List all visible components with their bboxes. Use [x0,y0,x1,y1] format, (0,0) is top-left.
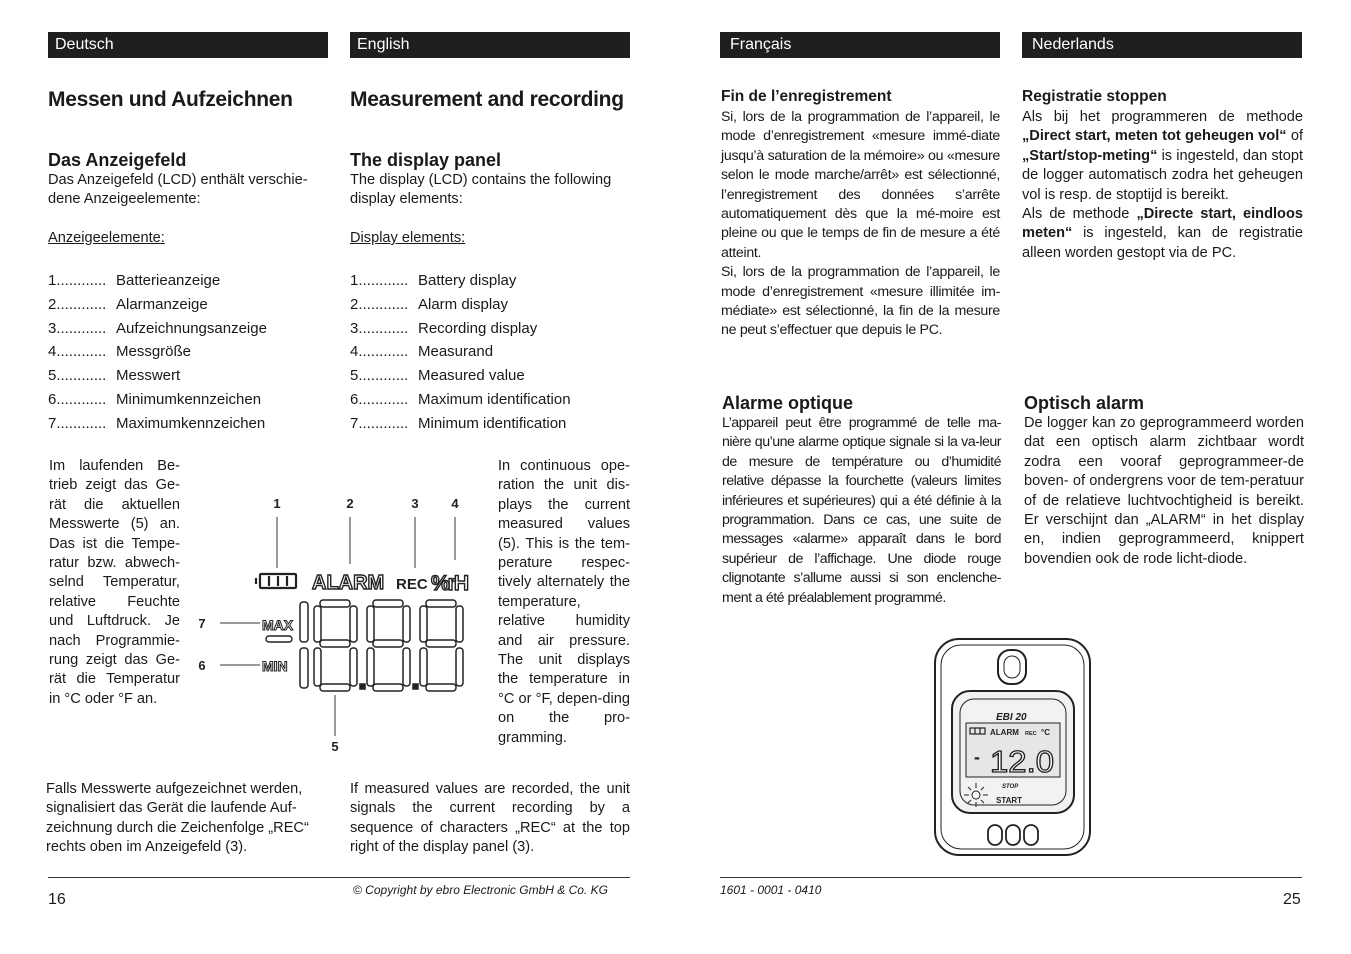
list-item: 4............ Measurand [350,343,494,361]
device-model: EBI 20 [996,712,1027,723]
elements-heading-de: Anzeigeelemente: [48,230,165,246]
lcd-rec-label: REC [396,576,428,593]
tab-nederlands: Nederlands [1022,32,1302,58]
elements-list-en [350,269,571,436]
tab-francais: Français [720,32,1000,58]
device-contacts [988,825,1038,845]
device-minus: - [974,747,980,767]
intro-en: The display (LCD) contains the following display elements: [350,172,612,208]
device-rec: REC [1025,731,1037,737]
elements-heading-en: Display elements: [350,230,466,246]
lcd-diagram [190,490,490,760]
list-item: 2............ Alarm display [350,295,509,313]
elements-list-de [48,269,267,436]
tab-deutsch: Deutsch [48,32,328,58]
list-item: 5............ Measured value [350,367,525,385]
footer-rule-right [720,877,1302,878]
alarm-text-nl: De logger kan zo geprogrammeerd worden dat een optisch alarm zichtbaar wordt zodra een vooraf geprogrammeer-de boven- of ondergrens voor de tem-peratuur of de relatieve luchtvochtigheid is bereikt. Er verschijnt dan „ALARM“ in het display en, indien geprogrammeerd, knippert bovendien ook de rode licht-diode. [1024,415,1304,567]
document-number: 1601 - 0001 - 0410 [720,883,822,897]
callout-1: 1 [273,496,281,511]
callout-3: 3 [411,496,419,511]
device-start: START [996,796,1023,805]
callout-6: 6 [198,658,206,673]
device-value: 12.0 [990,744,1054,779]
list-item: 7............ Minimum identification [350,414,567,432]
stop-text-fr: Si, lors de la programmation de l’appareil, le mode d’enregistrement «mesure immé-diate jusqu’à saturation de la mémoire» ou «mesure selon le mode marche/arrêt» est sélectionné, l’enregistrement des données s’arrête automatiquement dès que la mé-moire est pleine ou que le temps de fin de mesure a été atteint. Si, lors de la programmation de l’appareil, le mode d’enregistrement «mesure illimitée im-médiate» est sélectionné, la fin de la mesure ne peut s’effectuer que depuis le PC. [721,109,1000,339]
list-item: 1............ Battery display [350,272,517,289]
stop-heading-nl: Registratie stoppen [1022,88,1167,105]
list-item: 7............ Maximumkennzeichen [48,414,266,432]
device-alarm: ALARM [990,728,1019,737]
list-item: 1............ Batterieanzeige [48,272,221,289]
callout-4: 4 [451,496,459,511]
page-number-left: 16 [48,891,66,908]
footer-rule-left [48,877,630,878]
callout-2: 2 [346,496,354,511]
alarm-text-fr: L’appareil peut être programmé de telle ma-nière qu’une alarme optique signale si la va-leur de mesure de température ou d’humidité relative dépasse la fourchette (valeurs limites inférieures et supérieures) qui a été définie à la programmation. Dans ce cas, une suite de messages «alarme» apparaît dans le bord supérieur de l’affichage. Une diode rouge clignotante s’allume aussi si son enclenche-ment a été préalablement programmé. [722,415,1001,606]
callout-5: 5 [331,739,339,754]
stop-heading-fr: Fin de l’enregistrement [721,88,892,105]
page-title-de: Messen und Aufzeichnen [48,88,293,111]
alarm-heading-fr: Alarme optique [722,393,854,413]
running-text-en: In continuous ope-ration the unit dis-plays the current measured values (5). This is the tem-perature respec-tively alternately the temperature, relative humidity and air pressure. The unit displays the temperature in °C or °F, depen-ding on the pro-gramming. [498,458,630,746]
battery-icon [256,574,296,588]
stop-text-nl: Als bij het programmeren de methode „Direct start, meten tot geheugen vol“ of „Start/stop-meting“ is ingesteld, dan stopt de logger automatisch zodra het geheugen vol is resp. de stoptijd is bereikt. Als de methode „Directe start, eindloos meten“ is ingesteld, kan de registratie alleen worden gestopt via de PC. [1022,109,1303,261]
recording-text-de: Falls Messwerte aufgezeichnet werden, signalisiert das Gerät die laufende Auf-zeichnung durch die Zeichenfolge „REC“ rechts oben im Anzeigefeld (3). [46,781,309,856]
list-item: 3............ Aufzeichnungsanzeige [48,319,267,337]
alarm-heading-nl: Optisch alarm [1024,393,1145,413]
data-logger-illustration [930,633,1095,861]
lcd-min-label: MIN [262,658,288,674]
list-item: 4............ Messgröße [48,343,192,361]
page-number-right: 25 [1283,891,1301,908]
running-text-de: Im laufenden Be-trieb zeigt das Ge-rät die aktuellen Messwerte (5) an. Das ist die Tempe-ratur bzw. abwech-selnd Temperatur, relative Feuchte und Luftdruck. Je nach Programmie-rung zeigt das Ge-rät die Temperatur in °C oder °F an. [49,458,180,707]
device-stop: STOP [1002,784,1019,790]
list-item: 6............ Minimumkennzeichen [48,390,262,408]
tab-english: English [350,32,630,58]
lcd-max-label: MAX [262,617,294,633]
lcd-unit-label: %rH [431,572,468,595]
list-item: 5............ Messwert [48,367,181,385]
lcd-alarm-label: ALARM [312,572,385,594]
callout-7: 7 [198,616,206,631]
device-unit: °C [1041,728,1050,737]
lcd-digits [314,600,463,691]
intro-de: Das Anzeigefeld (LCD) enthält verschie-dene Anzeigeelemente: [48,172,308,208]
page-title-en: Measurement and recording [350,88,624,111]
section-heading-en: The display panel [350,150,502,170]
copyright: © Copyright by ebro Electronic GmbH & Co. KG [353,883,608,897]
recording-text-en: If measured values are recorded, the unit signals the current recording by a sequence of characters „REC“ at the top right of the display panel (3). [350,781,630,856]
list-item: 3............ Recording display [350,319,538,337]
section-heading-de: Das Anzeigefeld [48,150,187,170]
list-item: 2............ Alarmanzeige [48,295,208,313]
list-item: 6............ Maximum identification [350,390,571,408]
